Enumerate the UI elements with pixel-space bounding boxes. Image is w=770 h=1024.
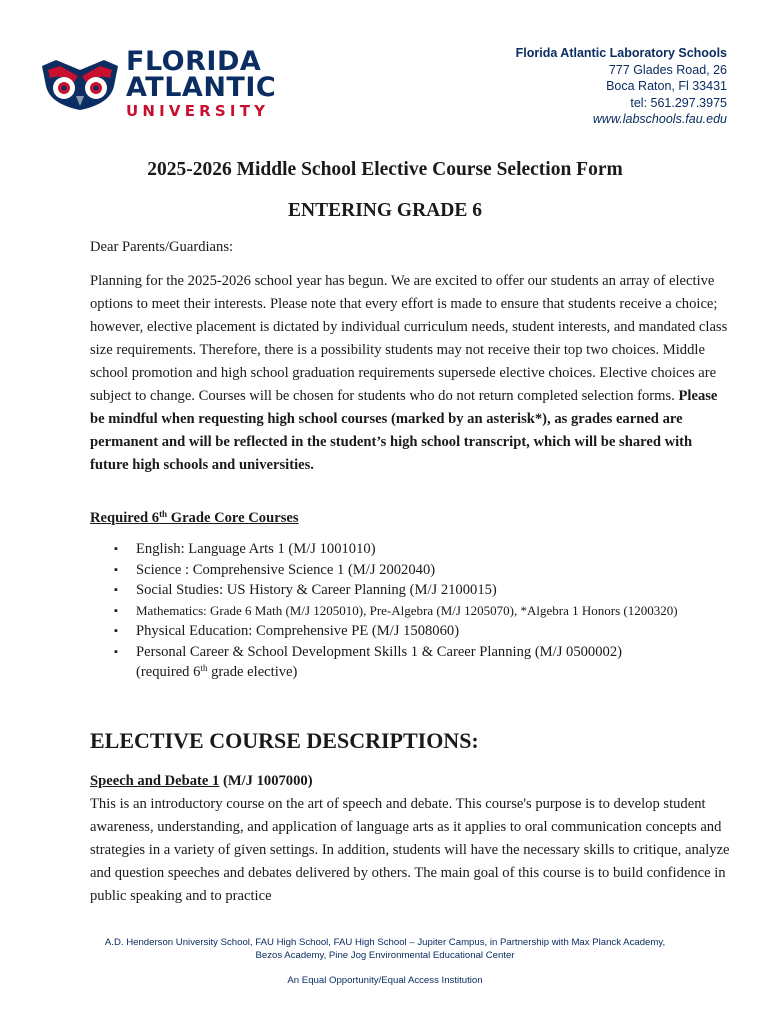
form-subtitle: ENTERING GRADE 6 [288,200,482,221]
core-course-list [114,539,734,683]
list-item: ▪ English: Language Arts 1 (M/J 1001010) [114,539,734,560]
list-item: ▪ Personal Career & School Development Skills 1 & Career Planning (M/J 0500002) (required 6th grade elective) [114,642,734,683]
list-item: ▪ Mathematics: Grade 6 Math (M/J 1205010), Pre-Algebra (M/J 1205070), *Algebra 1 Honors (1200320) [114,601,734,622]
owl-icon [40,56,120,112]
footer-line: Bezos Academy, Pine Jog Environmental Educational Center [255,950,515,961]
logo-line-atlantic: ATLANTIC [126,72,277,103]
list-item: ▪ Physical Education: Comprehensive PE (M/J 1508060) [114,621,734,642]
fau-logo [40,44,290,124]
address-phone: tel: 561.297.3975 [630,95,727,110]
logo-line-university: UNIVERSITY [126,102,270,120]
address-school-name: Florida Atlantic Laboratory Schools [515,46,727,60]
address-street: 777 Glades Road, 26 [608,62,727,77]
logo-line-florida: FLORIDA [126,46,262,77]
required-courses-heading: Required 6th Grade Core Courses [90,509,299,526]
intro-paragraph [90,270,730,477]
greeting: Dear Parents/Guardians: [90,239,234,255]
form-title: 2025-2026 Middle School Elective Course Selection Form [147,159,623,180]
address-website-link[interactable]: www.labschools.fau.edu [592,112,727,126]
elective-descriptions-heading: ELECTIVE COURSE DESCRIPTIONS: [90,728,479,753]
list-item: ▪ Social Studies: US History & Career Planning (M/J 2100015) [114,580,734,601]
footer-partners [0,936,770,962]
address-city: Boca Raton, Fl 33431 [606,79,727,93]
elective-note: (required 6 [136,664,201,680]
course-description: This is an introductory course on the art of speech and debate. This course's purpose is to develop student awareness, understanding, and application of language arts as it applies to oral communication concepts and strategies in a variety of given settings. In addition, students will have the necessary skills to critique, analyze and question speeches and debates delivered by others. The main goal of this course is to build confidence in public speaking and to practice [90,796,730,904]
intro-bold-notice: Please be mindful when requesting high school courses (marked by an asterisk*), as grades earned are permanent and will be reflected in the student’s high school transcript, which will be shared with future high schools and universities. [90,388,718,473]
course-title [90,770,730,793]
intro-text: Planning for the 2025-2026 school year has begun. We are excited to offer our students an array of elective options to meet their interests. Please note that every effort is made to ensure that students receive a choice; however, elective placement is dictated by individual curriculum needs, student interests, and mandated class size requirements. Therefore, there is a possibility students may not receive their top two choices. Middle school promotion and high school graduation requirements supersede elective choices. Elective choices are subject to change. Courses will be chosen for students who do not return completed selection forms. [90,273,728,404]
footer-line: A.D. Henderson University School, FAU High School, FAU High School – Jupiter Campus, in Partnership with Max Planck Academy, [104,937,666,948]
course-code: (M/J 1007000) [219,773,313,789]
course-name: Speech and Debate 1 [90,773,220,789]
list-item: ▪ Science : Comprehensive Science 1 (M/J 2002040) [114,560,734,581]
footer-equal-opportunity: An Equal Opportunity/Equal Access Institution [287,975,483,986]
school-address [516,45,727,128]
